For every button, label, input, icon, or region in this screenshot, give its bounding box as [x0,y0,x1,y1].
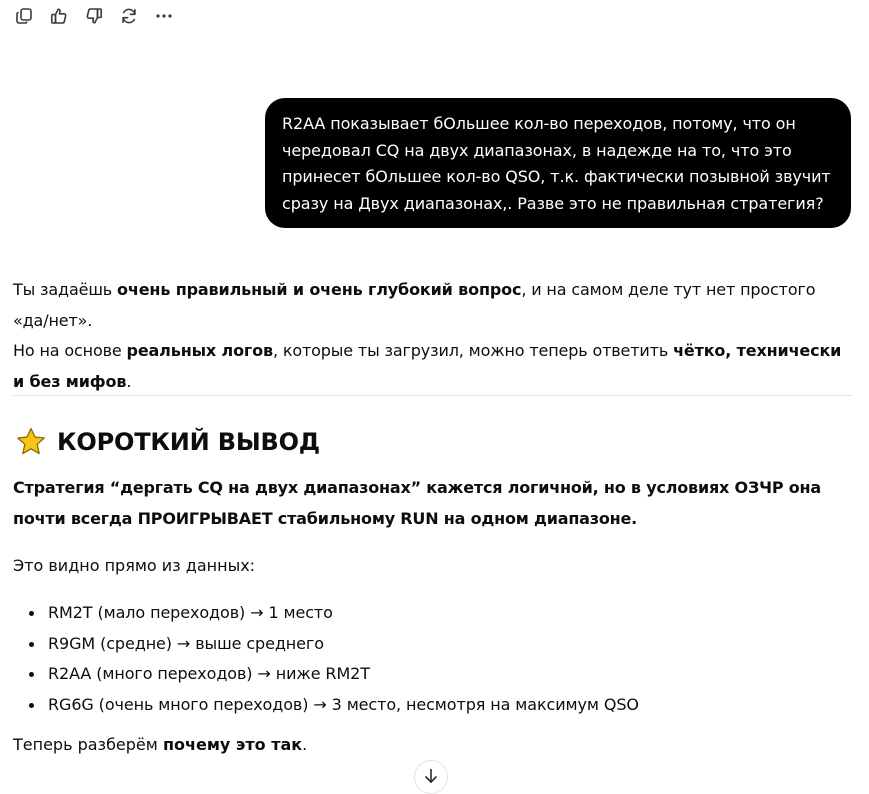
scroll-to-bottom-button[interactable] [414,760,448,794]
like-button[interactable] [47,6,71,30]
closing-text-1: Теперь разберём [13,735,163,754]
more-options-button[interactable] [152,6,176,30]
intro-bold-3: чётко, технически и без мифов [13,341,842,391]
more-options-icon [154,6,174,30]
intro-text-5: . [126,371,132,391]
bullet-dot [29,703,34,708]
list-item-text: RG6G (очень много переходов) → 3 место, несмотря на максимум QSO [48,695,639,715]
user-message-bubble [265,98,851,228]
user-message-text: R2AA показывает бОльшее кол-во переходов, потому, что он чередовал CQ на двух диапазонах, в надежде на то, что это принесет бОльшее кол-во QSO, т.к. фактически позывной звучит сразу на Двух диапазонах,. Разве это не правильная стратегия? [282,114,831,213]
regenerate-icon [119,6,139,30]
results-list [13,598,639,721]
heading-text: КОРОТКИЙ ВЫВОД [57,428,320,456]
list-item-text: R9GM (средне) → выше среднего [48,633,324,653]
arrow-down-icon [422,767,440,789]
copy-icon [14,6,34,30]
section-heading [15,426,320,458]
bullet-dot [29,611,34,616]
dislike-button[interactable] [82,6,106,30]
thumbs-up-icon [49,6,69,30]
strategy-summary: Стратегия “дергать CQ на двух диапазонах” кажется логичной, но в условиях ОЗЧР она почти всегда ПРОИГРЫВАЕТ стабильному RUN на одном диапазоне. [13,478,821,528]
copy-button[interactable] [12,6,36,30]
section-divider [13,395,852,396]
closing-line [13,731,307,759]
list-item-text: RM2T (мало переходов) → 1 место [48,603,333,622]
list-item [13,598,639,629]
list-item [13,659,639,690]
star-icon [15,426,47,458]
message-actions-toolbar [12,6,176,30]
bullet-dot [29,642,34,647]
regenerate-button[interactable] [117,6,141,30]
closing-text-2: . [302,735,308,754]
intro-bold-2: реальных логов [126,341,273,360]
list-item [13,629,639,660]
evidence-intro: Это видно прямо из данных: [13,556,256,575]
intro-text-3: Но на основе [13,341,127,360]
thumbs-down-icon [84,6,104,30]
list-item-text: R2AA (много переходов) → ниже RM2T [48,664,370,684]
intro-text-4: , которые ты загрузил, можно теперь ответить [272,341,674,360]
closing-bold: почему это так [162,735,303,754]
intro-text-2: , и на самом деле тут нет простого «да/нет». [13,280,816,330]
answer-intro [13,275,853,397]
list-item [13,690,639,721]
assistant-message [13,275,853,397]
intro-text-1: Ты задаёшь [13,280,118,299]
intro-bold-1: очень правильный и очень глубокий вопрос [117,280,522,299]
bullet-dot [29,672,34,677]
